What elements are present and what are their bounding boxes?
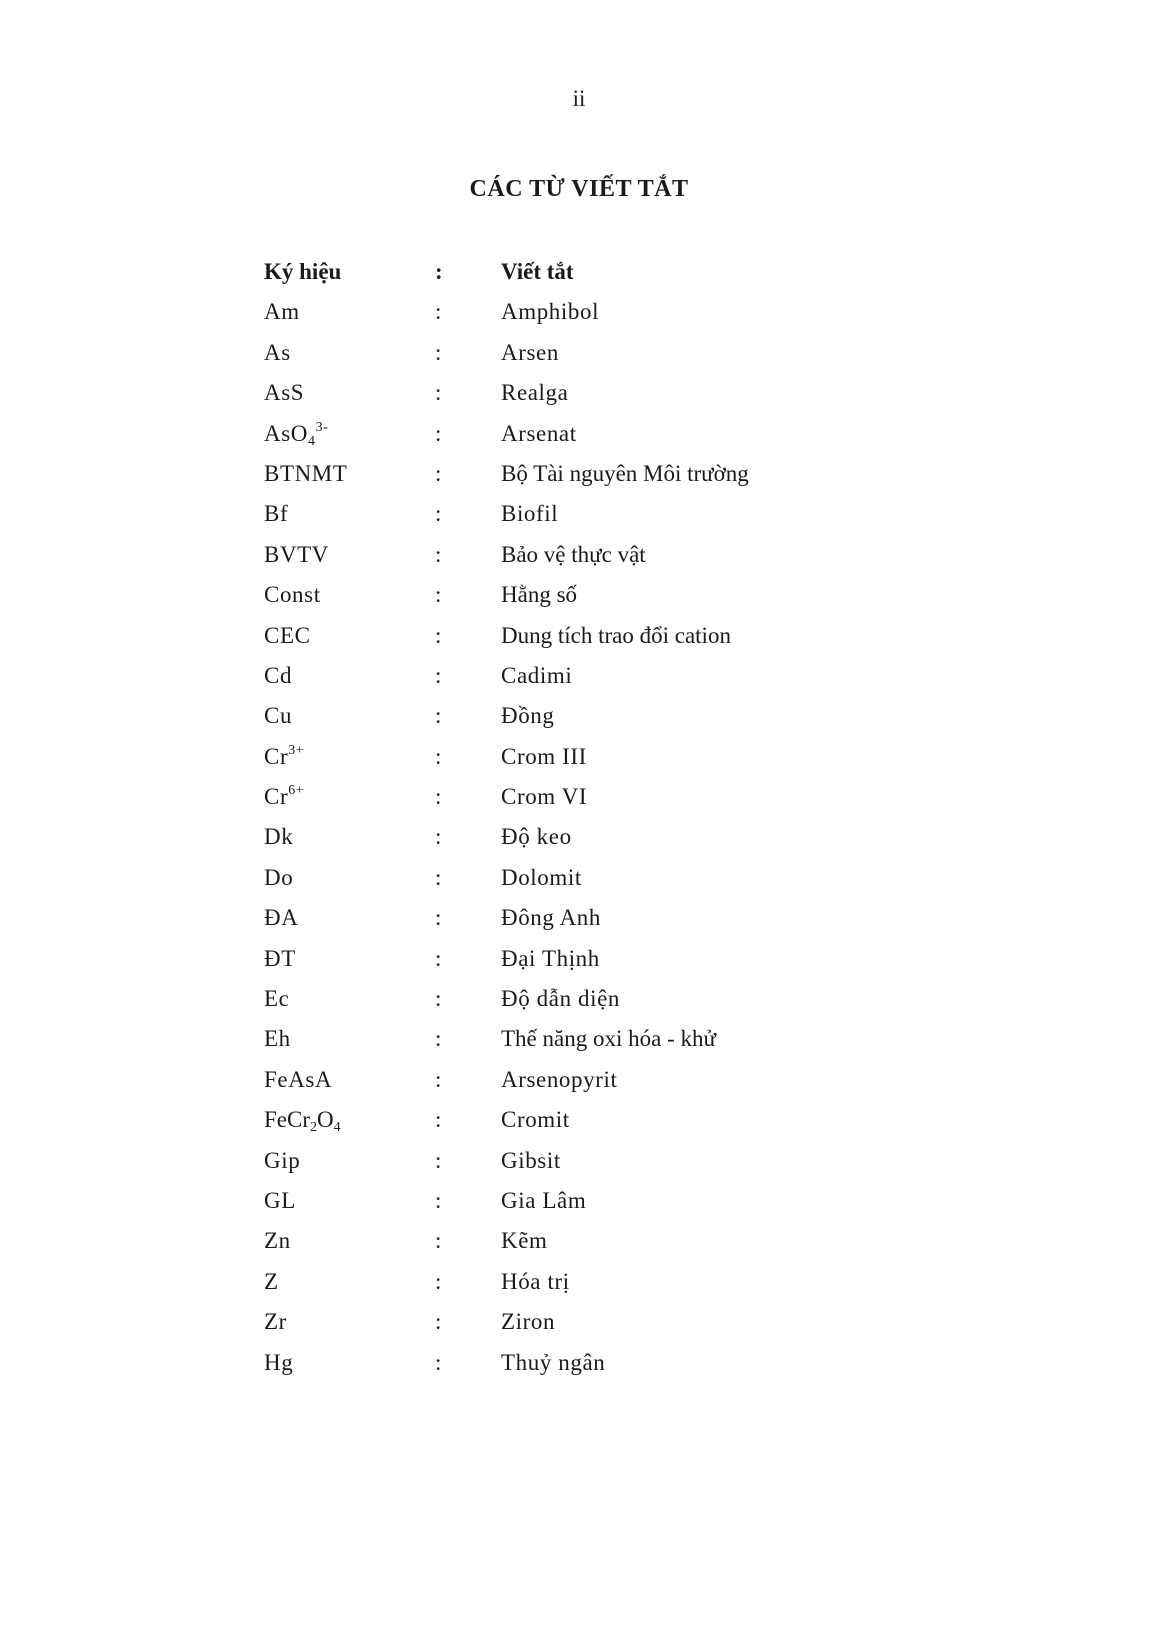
row-separator: : <box>435 986 442 1012</box>
row-separator: : <box>435 905 442 931</box>
row-meaning: Arsen <box>501 339 559 365</box>
row-separator: : <box>435 784 442 810</box>
table-row <box>264 817 904 857</box>
row-separator: : <box>435 824 442 850</box>
row-symbol-superscript: 3+ <box>288 742 305 758</box>
page-number: ii <box>572 86 586 111</box>
row-symbol: Gip <box>264 1147 301 1173</box>
row-symbol-base: FeCr <box>264 1107 310 1133</box>
row-separator: : <box>435 420 442 446</box>
row-symbol: Zr <box>264 1309 287 1335</box>
row-meaning: Bộ Tài nguyên Môi trường <box>501 460 749 486</box>
table-row <box>264 292 904 332</box>
row-meaning: Cromit <box>501 1107 570 1133</box>
row-symbol <box>264 1100 341 1140</box>
row-symbol: Do <box>264 864 294 890</box>
row-separator: : <box>435 1349 442 1375</box>
row-meaning: Gia Lâm <box>501 1187 587 1213</box>
row-meaning: Thuỷ ngân <box>501 1349 606 1375</box>
table-row <box>264 535 904 575</box>
row-meaning: Đồng <box>501 703 555 729</box>
row-meaning: Thế năng oxi hóa - khử <box>501 1026 716 1052</box>
row-symbol: Cu <box>264 703 293 729</box>
row-meaning: Crom III <box>501 743 587 769</box>
row-separator: : <box>435 743 442 769</box>
table-row <box>264 858 904 898</box>
row-separator: : <box>435 1066 442 1092</box>
row-separator: : <box>435 1147 442 1173</box>
header-separator: : <box>435 259 443 284</box>
row-meaning: Đông Anh <box>501 905 602 931</box>
table-row <box>264 414 904 454</box>
row-symbol-subscript-2: 4 <box>333 1120 341 1136</box>
table-row <box>264 1302 904 1342</box>
table-row <box>264 333 904 373</box>
row-symbol: Ec <box>264 986 290 1012</box>
row-separator: : <box>435 1228 442 1254</box>
row-meaning: Biofil <box>501 501 559 527</box>
table-row <box>264 898 904 938</box>
row-symbol-base: AsO <box>264 420 308 446</box>
header-symbol: Ký hiệu <box>264 259 342 284</box>
row-symbol: FeAsA <box>264 1066 333 1092</box>
row-separator: : <box>435 703 442 729</box>
row-symbol: BTNMT <box>264 460 348 486</box>
row-meaning: Hóa trị <box>501 1268 570 1294</box>
table-row <box>264 616 904 656</box>
row-meaning: Độ keo <box>501 824 572 850</box>
row-symbol: ĐT <box>264 945 296 971</box>
row-symbol: Hg <box>264 1349 294 1375</box>
table-header-row <box>264 252 904 292</box>
row-meaning: Realga <box>501 380 569 406</box>
table-row <box>264 1141 904 1181</box>
row-meaning: Bảo vệ thực vật <box>501 541 646 567</box>
row-meaning: Amphibol <box>501 299 600 325</box>
row-separator: : <box>435 501 442 527</box>
abbreviation-table <box>264 252 904 1383</box>
row-separator: : <box>435 582 442 608</box>
row-symbol: As <box>264 339 291 365</box>
table-row <box>264 656 904 696</box>
table-row <box>264 494 904 534</box>
row-separator: : <box>435 1268 442 1294</box>
table-row <box>264 979 904 1019</box>
row-symbol-base: Cr <box>264 784 289 810</box>
row-meaning: Hằng số <box>501 582 578 608</box>
row-symbol-base: Cr <box>264 743 289 769</box>
row-symbol: Cd <box>264 662 293 688</box>
table-row <box>264 575 904 615</box>
row-symbol: Z <box>264 1268 279 1294</box>
row-symbol: Eh <box>264 1026 291 1052</box>
row-separator: : <box>435 622 442 648</box>
table-row <box>264 373 904 413</box>
row-symbol: Am <box>264 299 300 325</box>
row-symbol: ĐA <box>264 905 299 931</box>
row-separator: : <box>435 380 442 406</box>
row-symbol: Zn <box>264 1228 291 1254</box>
row-meaning: Dolomit <box>501 864 582 890</box>
row-symbol <box>264 414 328 454</box>
row-symbol: CEC <box>264 622 311 648</box>
row-symbol <box>264 777 304 817</box>
row-symbol-subscript: 2 <box>310 1120 317 1136</box>
row-separator: : <box>435 945 442 971</box>
table-row <box>264 1262 904 1302</box>
row-separator: : <box>435 299 442 325</box>
row-meaning: Crom VI <box>501 784 588 810</box>
row-symbol: Const <box>264 582 321 608</box>
table-row <box>264 1181 904 1221</box>
row-symbol-superscript: 3- <box>315 419 329 435</box>
row-meaning: Ziron <box>501 1309 556 1335</box>
row-meaning: Kẽm <box>501 1228 548 1254</box>
page-title: CÁC TỪ VIẾT TẮT <box>469 176 689 202</box>
row-separator: : <box>435 1309 442 1335</box>
row-symbol: BVTV <box>264 541 330 567</box>
row-symbol: Bf <box>264 501 289 527</box>
row-separator: : <box>435 1107 442 1133</box>
table-row <box>264 1060 904 1100</box>
row-separator: : <box>435 339 442 365</box>
row-separator: : <box>435 1187 442 1213</box>
row-separator: : <box>435 864 442 890</box>
row-meaning: Arsenat <box>501 420 577 446</box>
row-symbol-subscript: 4 <box>307 433 316 449</box>
table-row <box>264 1343 904 1383</box>
row-separator: : <box>435 460 442 486</box>
row-symbol: GL <box>264 1187 296 1213</box>
row-separator: : <box>435 662 442 688</box>
row-separator: : <box>435 541 442 567</box>
table-row <box>264 777 904 817</box>
table-row <box>264 454 904 494</box>
table-row <box>264 737 904 777</box>
table-row <box>264 1019 904 1059</box>
row-meaning: Đại Thịnh <box>501 945 600 971</box>
row-symbol: Dk <box>264 824 294 850</box>
row-meaning: Độ dẫn diện <box>501 986 621 1012</box>
table-row <box>264 939 904 979</box>
row-meaning: Dung tích trao đổi cation <box>501 622 731 648</box>
row-meaning: Cadimi <box>501 662 573 688</box>
row-separator: : <box>435 1026 442 1052</box>
row-meaning: Gibsit <box>501 1147 561 1173</box>
row-meaning: Arsenopyrit <box>501 1066 618 1092</box>
row-symbol-base-2: O <box>317 1107 334 1133</box>
header-meaning: Viết tắt <box>501 259 574 284</box>
table-row <box>264 1221 904 1261</box>
table-row <box>264 696 904 736</box>
row-symbol: AsS <box>264 380 305 406</box>
table-row <box>264 1100 904 1140</box>
row-symbol-superscript: 6+ <box>288 783 305 799</box>
row-symbol <box>264 737 304 777</box>
